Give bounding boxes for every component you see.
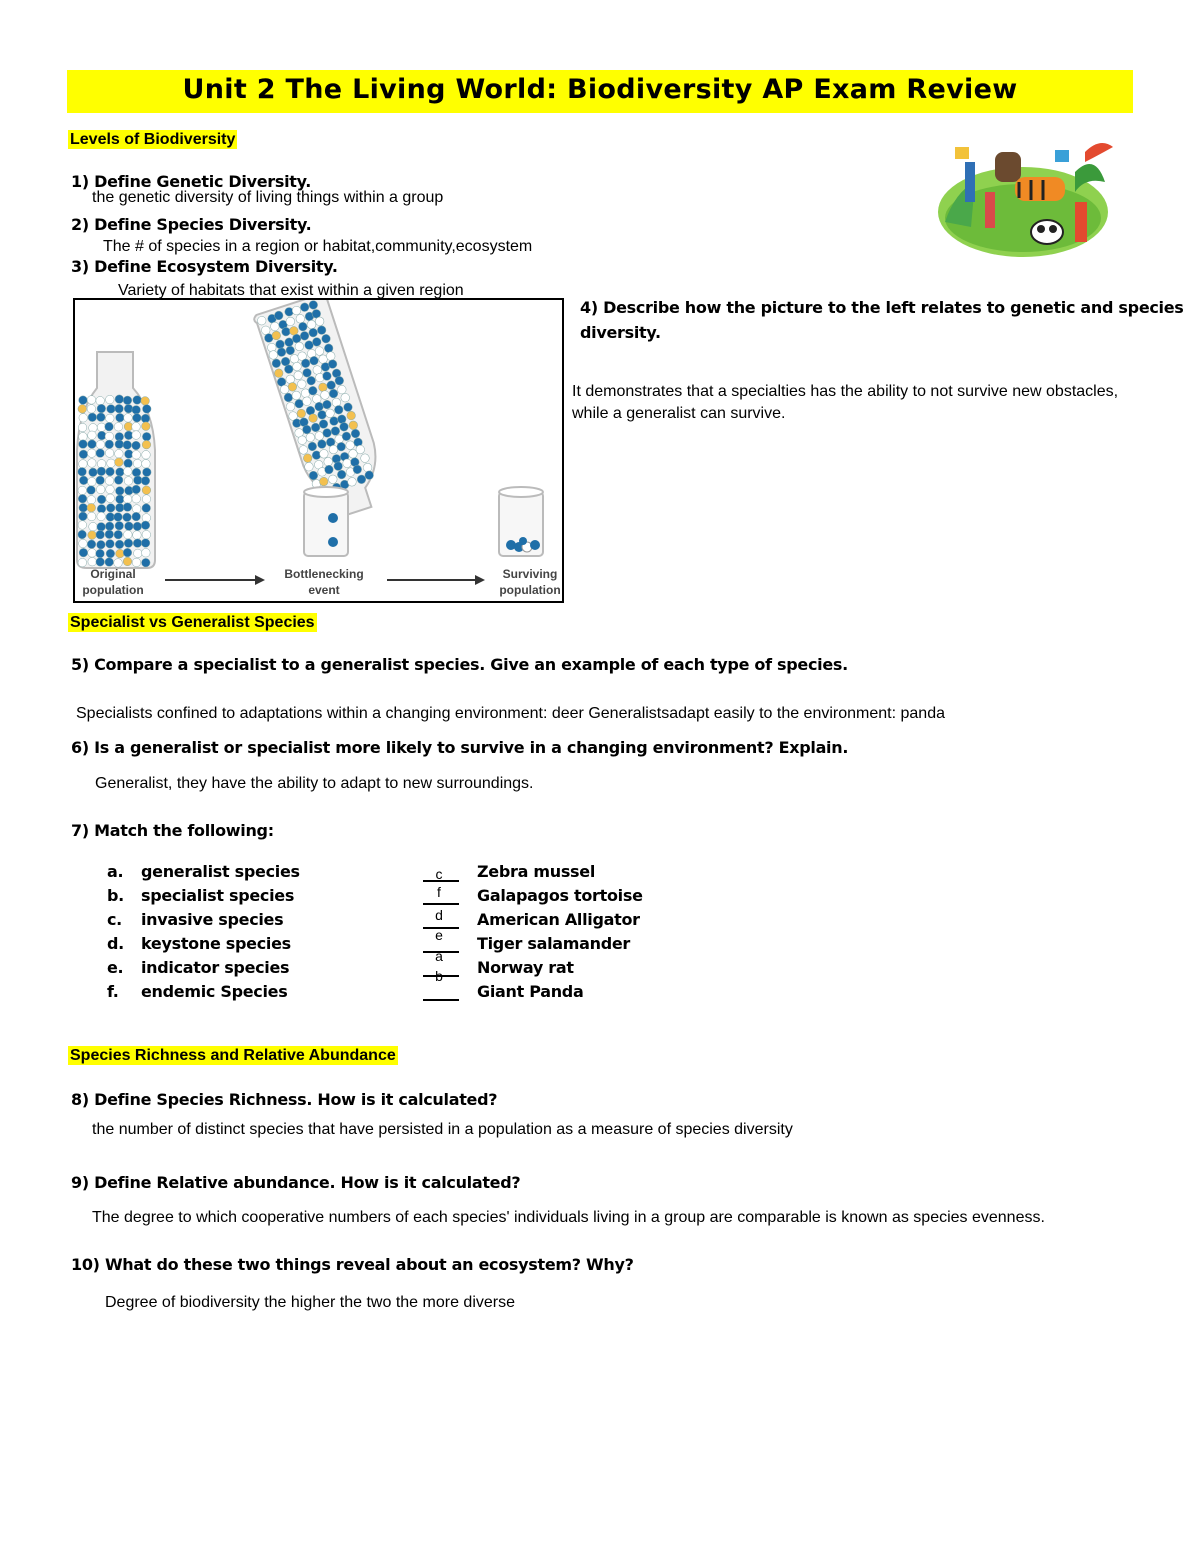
- bead: [142, 432, 151, 441]
- bead: [88, 440, 97, 449]
- blank-line-2: [423, 903, 459, 905]
- bead: [116, 468, 125, 477]
- bead: [114, 422, 123, 431]
- bead: [141, 414, 150, 423]
- bead: [105, 432, 114, 441]
- question-9: 9) Define Relative abundance. How is it calculated?: [71, 1173, 521, 1192]
- bead: [88, 459, 97, 468]
- bottleneck-cup: [304, 492, 348, 556]
- term-letter-d: d.: [107, 934, 124, 953]
- bead: [132, 468, 141, 477]
- term-letter-c: c.: [107, 910, 122, 929]
- bead: [115, 395, 124, 404]
- bead: [106, 494, 115, 503]
- bead: [88, 477, 97, 486]
- bead: [87, 405, 96, 414]
- bottleneck-diagram: [75, 300, 562, 601]
- bead: [96, 485, 105, 494]
- species-6: Giant Panda: [477, 982, 584, 1001]
- bead: [142, 451, 151, 460]
- bead: [142, 459, 151, 468]
- bead: [142, 495, 151, 504]
- bead: [87, 512, 96, 521]
- bead: [97, 423, 106, 432]
- bead: [124, 530, 133, 539]
- blank-answer-6[interactable]: b: [435, 968, 443, 984]
- bead: [132, 505, 141, 514]
- bead: [142, 548, 151, 557]
- bead: [106, 485, 115, 494]
- bead: [79, 460, 88, 469]
- bead: [141, 539, 150, 548]
- bead: [132, 422, 141, 431]
- question-6: 6) Is a generalist or specialist more likely to survive in a changing environment? Explain.: [71, 738, 849, 757]
- term-c: invasive species: [141, 910, 284, 929]
- bead: [115, 440, 124, 449]
- bead: [79, 548, 88, 557]
- bead: [124, 414, 133, 423]
- bead: [142, 530, 151, 539]
- blank-answer-5[interactable]: a: [435, 948, 443, 964]
- bead: [88, 557, 97, 566]
- bead: [106, 540, 115, 549]
- bead: [97, 404, 106, 413]
- term-a: generalist species: [141, 862, 300, 881]
- blank-answer-4[interactable]: e: [435, 927, 443, 943]
- bead: [79, 512, 88, 521]
- bead: [106, 549, 115, 558]
- bead: [105, 477, 114, 486]
- bead: [97, 431, 106, 440]
- bead: [123, 495, 132, 504]
- bead: [79, 476, 88, 485]
- bead: [87, 486, 96, 495]
- answer-1: the genetic diversity of living things within a group: [92, 189, 444, 206]
- bead: [105, 530, 114, 539]
- bead: [132, 406, 141, 415]
- bead: [133, 459, 142, 468]
- bead: [115, 449, 124, 458]
- bead: [123, 467, 132, 476]
- question-2: 2) Define Species Diversity.: [71, 215, 312, 234]
- bead: [132, 512, 141, 521]
- bead: [105, 440, 114, 449]
- bead: [116, 495, 125, 504]
- bead: [134, 549, 143, 558]
- bead: [124, 477, 133, 486]
- species-4: Tiger salamander: [477, 934, 631, 953]
- bead: [114, 559, 123, 568]
- bead: [97, 512, 106, 521]
- species-2: Galapagos tortoise: [477, 886, 643, 905]
- bead: [106, 513, 115, 522]
- bead: [115, 503, 124, 512]
- bead: [142, 504, 151, 513]
- answer-4: It demonstrates that a specialties has the ability to not survive new obstacles,: [572, 383, 1119, 400]
- question-8: 8) Define Species Richness. How is it calculated?: [71, 1090, 498, 1109]
- bead: [133, 414, 142, 423]
- species-3: American Alligator: [477, 910, 640, 929]
- bead: [79, 396, 88, 405]
- bead: [141, 558, 150, 567]
- bead: [88, 549, 97, 558]
- bead: [114, 513, 123, 522]
- species-5: Norway rat: [477, 958, 574, 977]
- bead: [107, 459, 116, 468]
- answer-5: Specialists confined to adaptations within a changing environment: deer Generalistsadapt easily to the environment: panda: [76, 705, 945, 722]
- bead: [97, 495, 106, 504]
- bead: [106, 504, 115, 513]
- bead: [97, 523, 106, 532]
- label-surviving-1: Surviving: [502, 567, 558, 581]
- bead: [116, 549, 125, 558]
- bead: [123, 513, 132, 522]
- bead: [132, 450, 141, 459]
- bead: [105, 449, 114, 458]
- bead: [106, 467, 115, 476]
- bead: [96, 476, 105, 485]
- bead: [123, 503, 132, 512]
- term-letter-b: b.: [107, 886, 124, 905]
- bead: [115, 458, 124, 467]
- term-letter-a: a.: [107, 862, 124, 881]
- biodiversity-illustration: [935, 132, 1115, 262]
- blank-line-6: [423, 999, 459, 1001]
- blank-answer-3[interactable]: d: [435, 907, 443, 923]
- bead: [96, 449, 105, 458]
- bead: [125, 522, 134, 531]
- answer-9: The degree to which cooperative numbers of each species' individuals living in a group are comparable is known as species evenness.: [92, 1209, 1045, 1226]
- bead: [89, 522, 98, 531]
- question-7: 7) Match the following:: [71, 821, 274, 840]
- question-3: 3) Define Ecosystem Diversity.: [71, 257, 338, 276]
- bead: [78, 494, 87, 503]
- bead: [96, 530, 105, 539]
- bead: [124, 404, 133, 413]
- answer-4-cont: while a generalist can survive.: [572, 405, 786, 422]
- bead: [123, 548, 132, 557]
- term-b: specialist species: [141, 886, 295, 905]
- bead: [106, 395, 115, 404]
- bead: [96, 549, 105, 558]
- question-4-cont: diversity.: [580, 323, 661, 342]
- bead: [88, 531, 97, 540]
- bead: [133, 396, 142, 405]
- bead: [97, 540, 106, 549]
- answer-10: Degree of biodiversity the higher the two the more diverse: [105, 1294, 515, 1311]
- bead: [132, 494, 141, 503]
- question-4: 4) Describe how the picture to the left relates to genetic and species: [580, 298, 1184, 317]
- bead: [133, 531, 142, 540]
- bead: [79, 539, 88, 548]
- term-d: keystone species: [141, 934, 291, 953]
- bead: [97, 505, 106, 514]
- bead: [79, 414, 88, 423]
- bead: [97, 413, 106, 422]
- bead: [142, 486, 151, 495]
- bead: [78, 405, 87, 414]
- bead: [115, 521, 124, 530]
- bead: [89, 468, 98, 477]
- bead: [132, 441, 141, 450]
- term-f: endemic Species: [141, 982, 288, 1001]
- bead: [116, 413, 125, 422]
- bead: [132, 485, 141, 494]
- answer-2: The # of species in a region or habitat,community,ecosystem: [103, 238, 533, 255]
- answer-3: Variety of habitats that exist within a given region: [118, 282, 464, 299]
- bead: [79, 440, 88, 449]
- bead: [78, 467, 87, 476]
- bead: [96, 396, 105, 405]
- section-specialist: Specialist vs Generalist Species: [70, 614, 315, 631]
- label-original-2: population: [82, 583, 144, 597]
- bottleneck-figure: [73, 298, 564, 603]
- bead: [87, 449, 96, 458]
- bead: [134, 476, 143, 485]
- bead: [78, 486, 87, 495]
- question-1: 1) Define Genetic Diversity.: [71, 172, 312, 191]
- bead: [114, 530, 123, 539]
- bead: [87, 496, 96, 505]
- blank-answer-1[interactable]: c: [435, 866, 443, 882]
- bead: [124, 539, 133, 548]
- bead: [132, 558, 141, 567]
- bead: [105, 522, 114, 531]
- answer-8: the number of distinct species that have persisted in a population as a measure of species diversity: [92, 1121, 793, 1138]
- bead: [142, 422, 151, 431]
- bead: [87, 540, 96, 549]
- label-bottleneck-1: Bottlenecking: [284, 567, 364, 581]
- bead: [88, 413, 97, 422]
- bead: [107, 405, 116, 414]
- bead: [114, 476, 123, 485]
- bead: [78, 423, 87, 432]
- term-e: indicator species: [141, 958, 290, 977]
- bead: [123, 396, 132, 405]
- bead: [123, 557, 132, 566]
- bead: [79, 503, 88, 512]
- label-surviving-2: population: [499, 583, 561, 597]
- bead: [133, 522, 142, 531]
- bead: [141, 521, 150, 530]
- label-original-1: Original: [90, 567, 136, 581]
- bead: [141, 397, 150, 406]
- bead: [143, 468, 152, 477]
- bead: [105, 558, 114, 567]
- bead: [142, 405, 151, 414]
- bead: [78, 521, 87, 530]
- question-5: 5) Compare a specialist to a generalist species. Give an example of each type of species.: [71, 655, 848, 674]
- bead: [88, 431, 97, 440]
- bead: [87, 396, 96, 405]
- bead: [105, 422, 114, 431]
- bead: [106, 414, 115, 423]
- species-1: Zebra mussel: [477, 862, 596, 881]
- term-letter-f: f.: [107, 982, 119, 1001]
- bead: [141, 476, 150, 485]
- page-title: Unit 2 The Living World: Biodiversity AP Exam Review: [182, 74, 1018, 105]
- bead: [115, 487, 124, 496]
- blank-answer-2[interactable]: f: [437, 884, 441, 900]
- bead: [87, 503, 96, 512]
- bead: [133, 539, 142, 548]
- question-10: 10) What do these two things reveal about an ecosystem? Why?: [71, 1255, 634, 1274]
- bead: [115, 540, 124, 549]
- label-bottleneck-2: event: [308, 583, 340, 597]
- bead: [123, 441, 132, 450]
- bead: [79, 450, 88, 459]
- answer-6: Generalist, they have the ability to adapt to new surroundings.: [95, 775, 534, 792]
- section-richness: Species Richness and Relative Abundance: [70, 1047, 396, 1064]
- section-levels: Levels of Biodiversity: [70, 131, 236, 148]
- bead: [132, 431, 141, 440]
- bead: [97, 467, 106, 476]
- bead: [142, 440, 151, 449]
- bead: [96, 440, 105, 449]
- blank-line-1: [423, 880, 459, 882]
- term-letter-e: e.: [107, 958, 124, 977]
- bead: [124, 459, 133, 468]
- bead: [96, 558, 105, 567]
- bead: [115, 404, 124, 413]
- bead: [78, 530, 87, 539]
- bead: [78, 558, 87, 567]
